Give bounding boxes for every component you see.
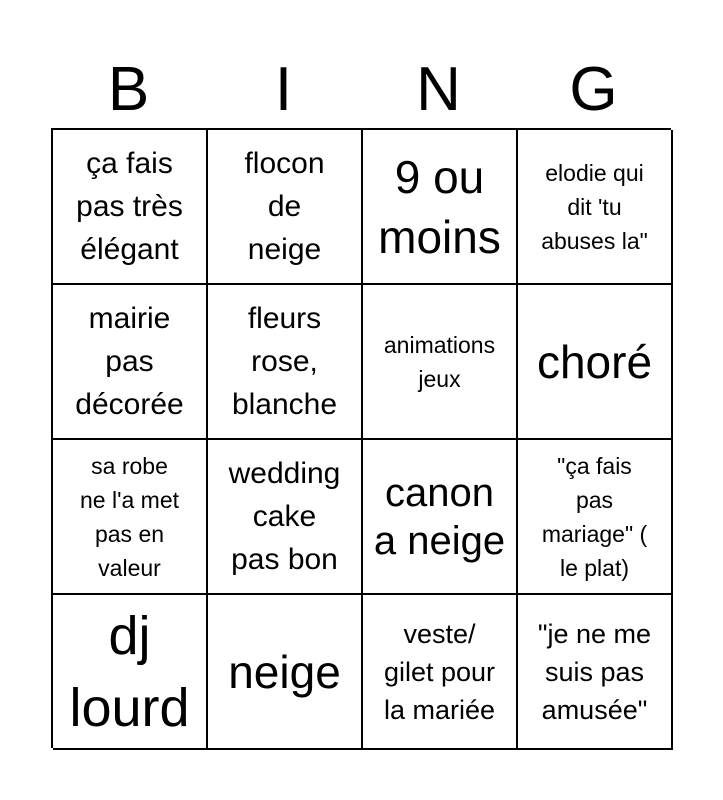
bingo-header xyxy=(51,52,671,128)
bingo-cell-text: fleurs rose, blanche xyxy=(231,302,338,421)
bingo-grid xyxy=(51,128,671,748)
bingo-cell-text: 9 ou moins xyxy=(378,150,501,263)
bingo-cell-text: wedding cake pas bon xyxy=(228,457,341,576)
bingo-cell[interactable] xyxy=(208,285,363,440)
bingo-cell[interactable] xyxy=(363,595,518,750)
bingo-cell[interactable] xyxy=(53,440,208,595)
bingo-cell-text: choré xyxy=(536,335,653,388)
bingo-cell-text: "je ne me suis pas amusée" xyxy=(537,618,652,725)
bingo-cell[interactable] xyxy=(518,595,673,750)
bingo-cell-text: sa robe ne l'a met pas en valeur xyxy=(80,452,179,581)
bingo-cell[interactable] xyxy=(208,595,363,750)
bingo-cell-text: mairie pas décorée xyxy=(75,302,184,421)
bingo-cell[interactable] xyxy=(208,130,363,285)
bingo-cell[interactable] xyxy=(518,440,673,595)
bingo-cell-text: canon a neige xyxy=(373,470,506,563)
bingo-cell[interactable] xyxy=(363,285,518,440)
bingo-cell-text: ça fais pas très élégant xyxy=(76,147,183,266)
bingo-cell[interactable] xyxy=(363,130,518,285)
header-letter-i: I xyxy=(274,55,293,124)
bingo-cell[interactable] xyxy=(518,130,673,285)
bingo-cell-text: elodie qui dit 'tu abuses la" xyxy=(541,159,648,254)
bingo-cell[interactable] xyxy=(53,130,208,285)
bingo-cell[interactable] xyxy=(53,285,208,440)
header-letter-b: B xyxy=(107,55,150,124)
bingo-cell[interactable] xyxy=(518,285,673,440)
bingo-cell-text: "ça fais pas mariage" ( le plat) xyxy=(541,452,648,581)
bingo-cell-text: dj lourd xyxy=(69,605,190,738)
header-letter-n: N xyxy=(416,55,461,124)
bingo-cell-text: neige xyxy=(228,645,341,698)
bingo-cell-text: veste/ gilet pour la mariée xyxy=(383,618,496,725)
bingo-cell[interactable] xyxy=(208,440,363,595)
bingo-cell-text: flocon de neige xyxy=(244,147,325,266)
bingo-cell[interactable] xyxy=(363,440,518,595)
bingo-cell-text: animations jeux xyxy=(383,331,496,392)
bingo-cell[interactable] xyxy=(53,595,208,750)
header-letter-g: G xyxy=(569,55,618,124)
